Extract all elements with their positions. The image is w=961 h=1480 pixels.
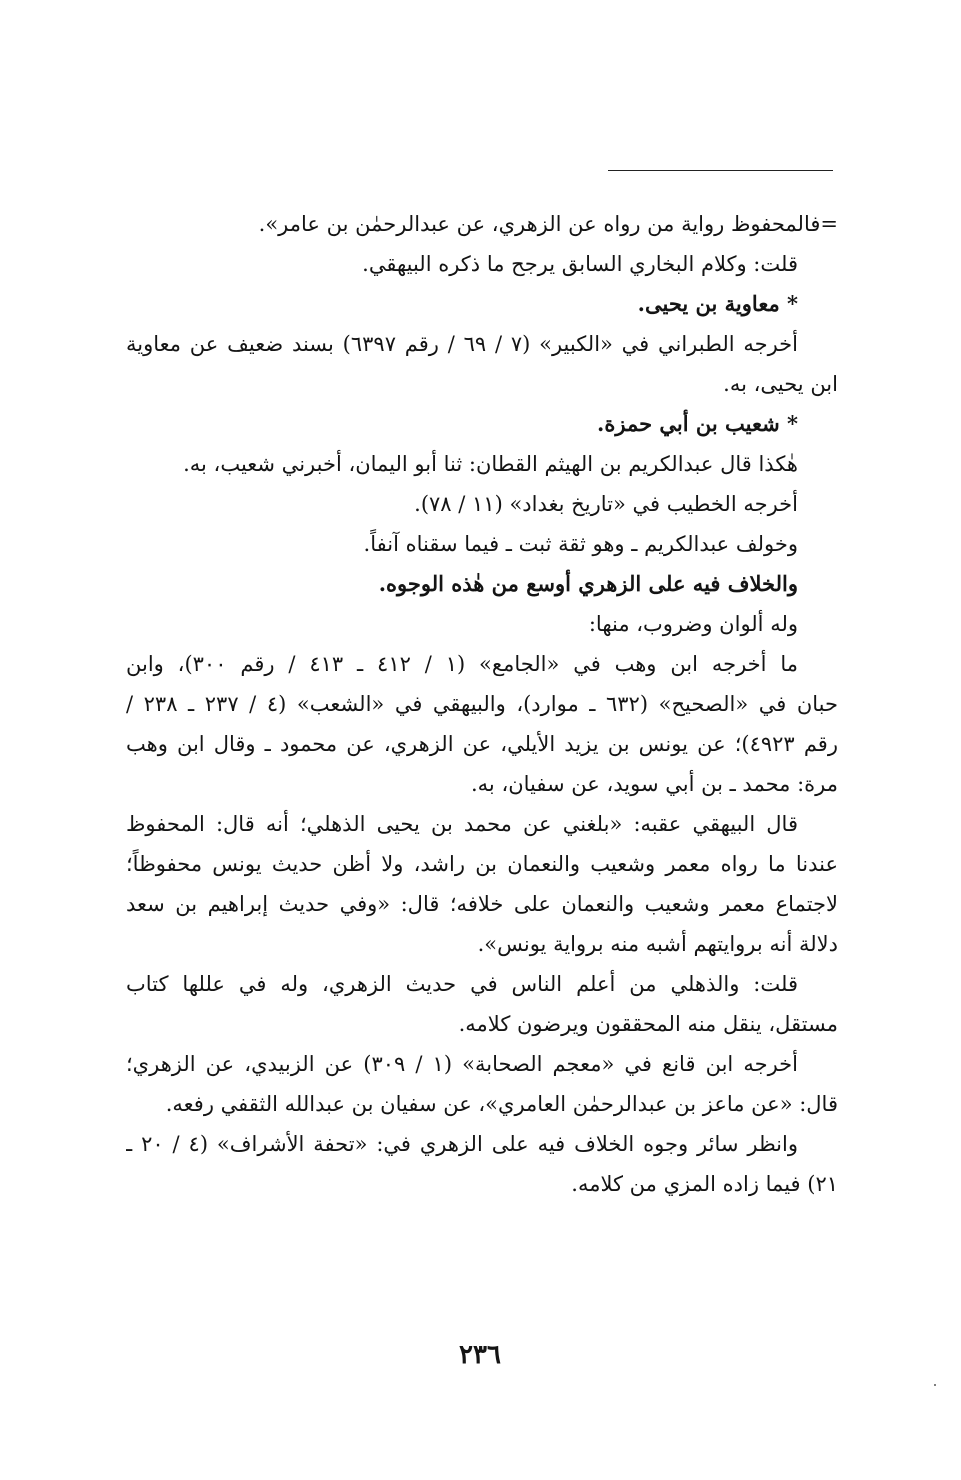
text-line: وانظر سائر وجوه الخلاف فيه على الزهري في: «تحفة الأشراف» (٤ / ٢٠ ـ: [126, 1132, 798, 1156]
text-line: رقم ٤٩٢٣)؛ عن يونس بن يزيد الأيلي، عن الزهري، عن محمود ـ وقال ابن وهب: [126, 732, 838, 756]
text-line: حبان في «الصحيح» (٦٣٢ ـ موارد)، والبيهقي في «الشعب» (٤ / ٢٣٧ ـ ٢٣٨ /: [126, 692, 838, 716]
text-line: ابن يحيى، به.: [723, 372, 838, 396]
footnote-text-block: [126, 204, 838, 1204]
scan-speck: [934, 1384, 936, 1386]
text-line: ٢١) فيما زاده المزي من كلامه.: [571, 1172, 838, 1196]
text-line: ما أخرجه ابن وهب في «الجامع» (١ / ٤١٢ ـ ٤١٣ / رقم ٣٠٠)، وابن: [126, 652, 798, 676]
narrator-heading: * شعيب بن أبي حمزة.: [597, 411, 798, 436]
text-line: =فالمحفوظ رواية من رواه عن الزهري، عن عبدالرحمٰن بن عامر».: [258, 212, 838, 236]
text-line: قلت: والذهلي من أعلم الناس في حديث الزهري، وله في عللها كتاب: [126, 972, 798, 996]
page-number: ٢٣٦: [459, 1340, 501, 1370]
text-line: قلت: وكلام البخاري السابق يرجح ما ذكره البيهقي.: [362, 252, 798, 276]
text-line: مرة: محمد ـ بن أبي سويد، عن سفيان، به.: [471, 772, 838, 796]
text-line: هٰكذا قال عبدالكريم بن الهيثم القطان: ثنا أبو اليمان، أخبرني شعيب، به.: [183, 452, 798, 476]
text-line: قال البيهقي عقبه: «بلغني عن محمد بن يحيى الذهلي؛ أنه قال: المحفوظ: [126, 812, 798, 836]
narrator-heading: * معاوية بن يحيى.: [637, 291, 798, 316]
footnote-separator-rule: [608, 170, 833, 171]
text-line: وله ألوان وضروب، منها:: [588, 612, 798, 636]
text-line: أخرجه الخطيب في «تاريخ بغداد» (١١ / ٧٨).: [414, 492, 798, 516]
text-line: لاجتماع معمر وشعيب والنعمان على خلافه؛ قال: «وفي حديث إبراهيم بن سعد: [126, 892, 838, 916]
text-line: أخرجه ابن قانع في «معجم الصحابة» (١ / ٣٠٩) عن الزبيدي، عن الزهري؛: [126, 1052, 798, 1076]
text-line: قال: «عن ماعز بن عبدالرحمٰن العامري»، عن سفيان بن عبدالله الثقفي رفعه.: [165, 1092, 838, 1116]
text-line: مستقل، ينقل منه المحققون ويرضون كلامه.: [458, 1012, 838, 1036]
text-line-bold: والخلاف فيه على الزهري أوسع من هٰذه الوجوه.: [378, 571, 798, 596]
text-line: عندنا ما رواه معمر وشعيب والنعمان بن راشد، ولا أظن حديث يونس محفوظاً؛: [126, 852, 838, 876]
text-line: دلالة أنه بروايتهم أشبه منه برواية يونس».: [477, 932, 838, 956]
text-line: وخولف عبدالكريم ـ وهو ثقة ثبت ـ فيما سقناه آنفاً.: [363, 532, 798, 556]
text-line: أخرجه الطبراني في «الكبير» (٧ / ٦٩ / رقم ٦٣٩٧) بسند ضعيف عن معاوية: [126, 332, 798, 356]
